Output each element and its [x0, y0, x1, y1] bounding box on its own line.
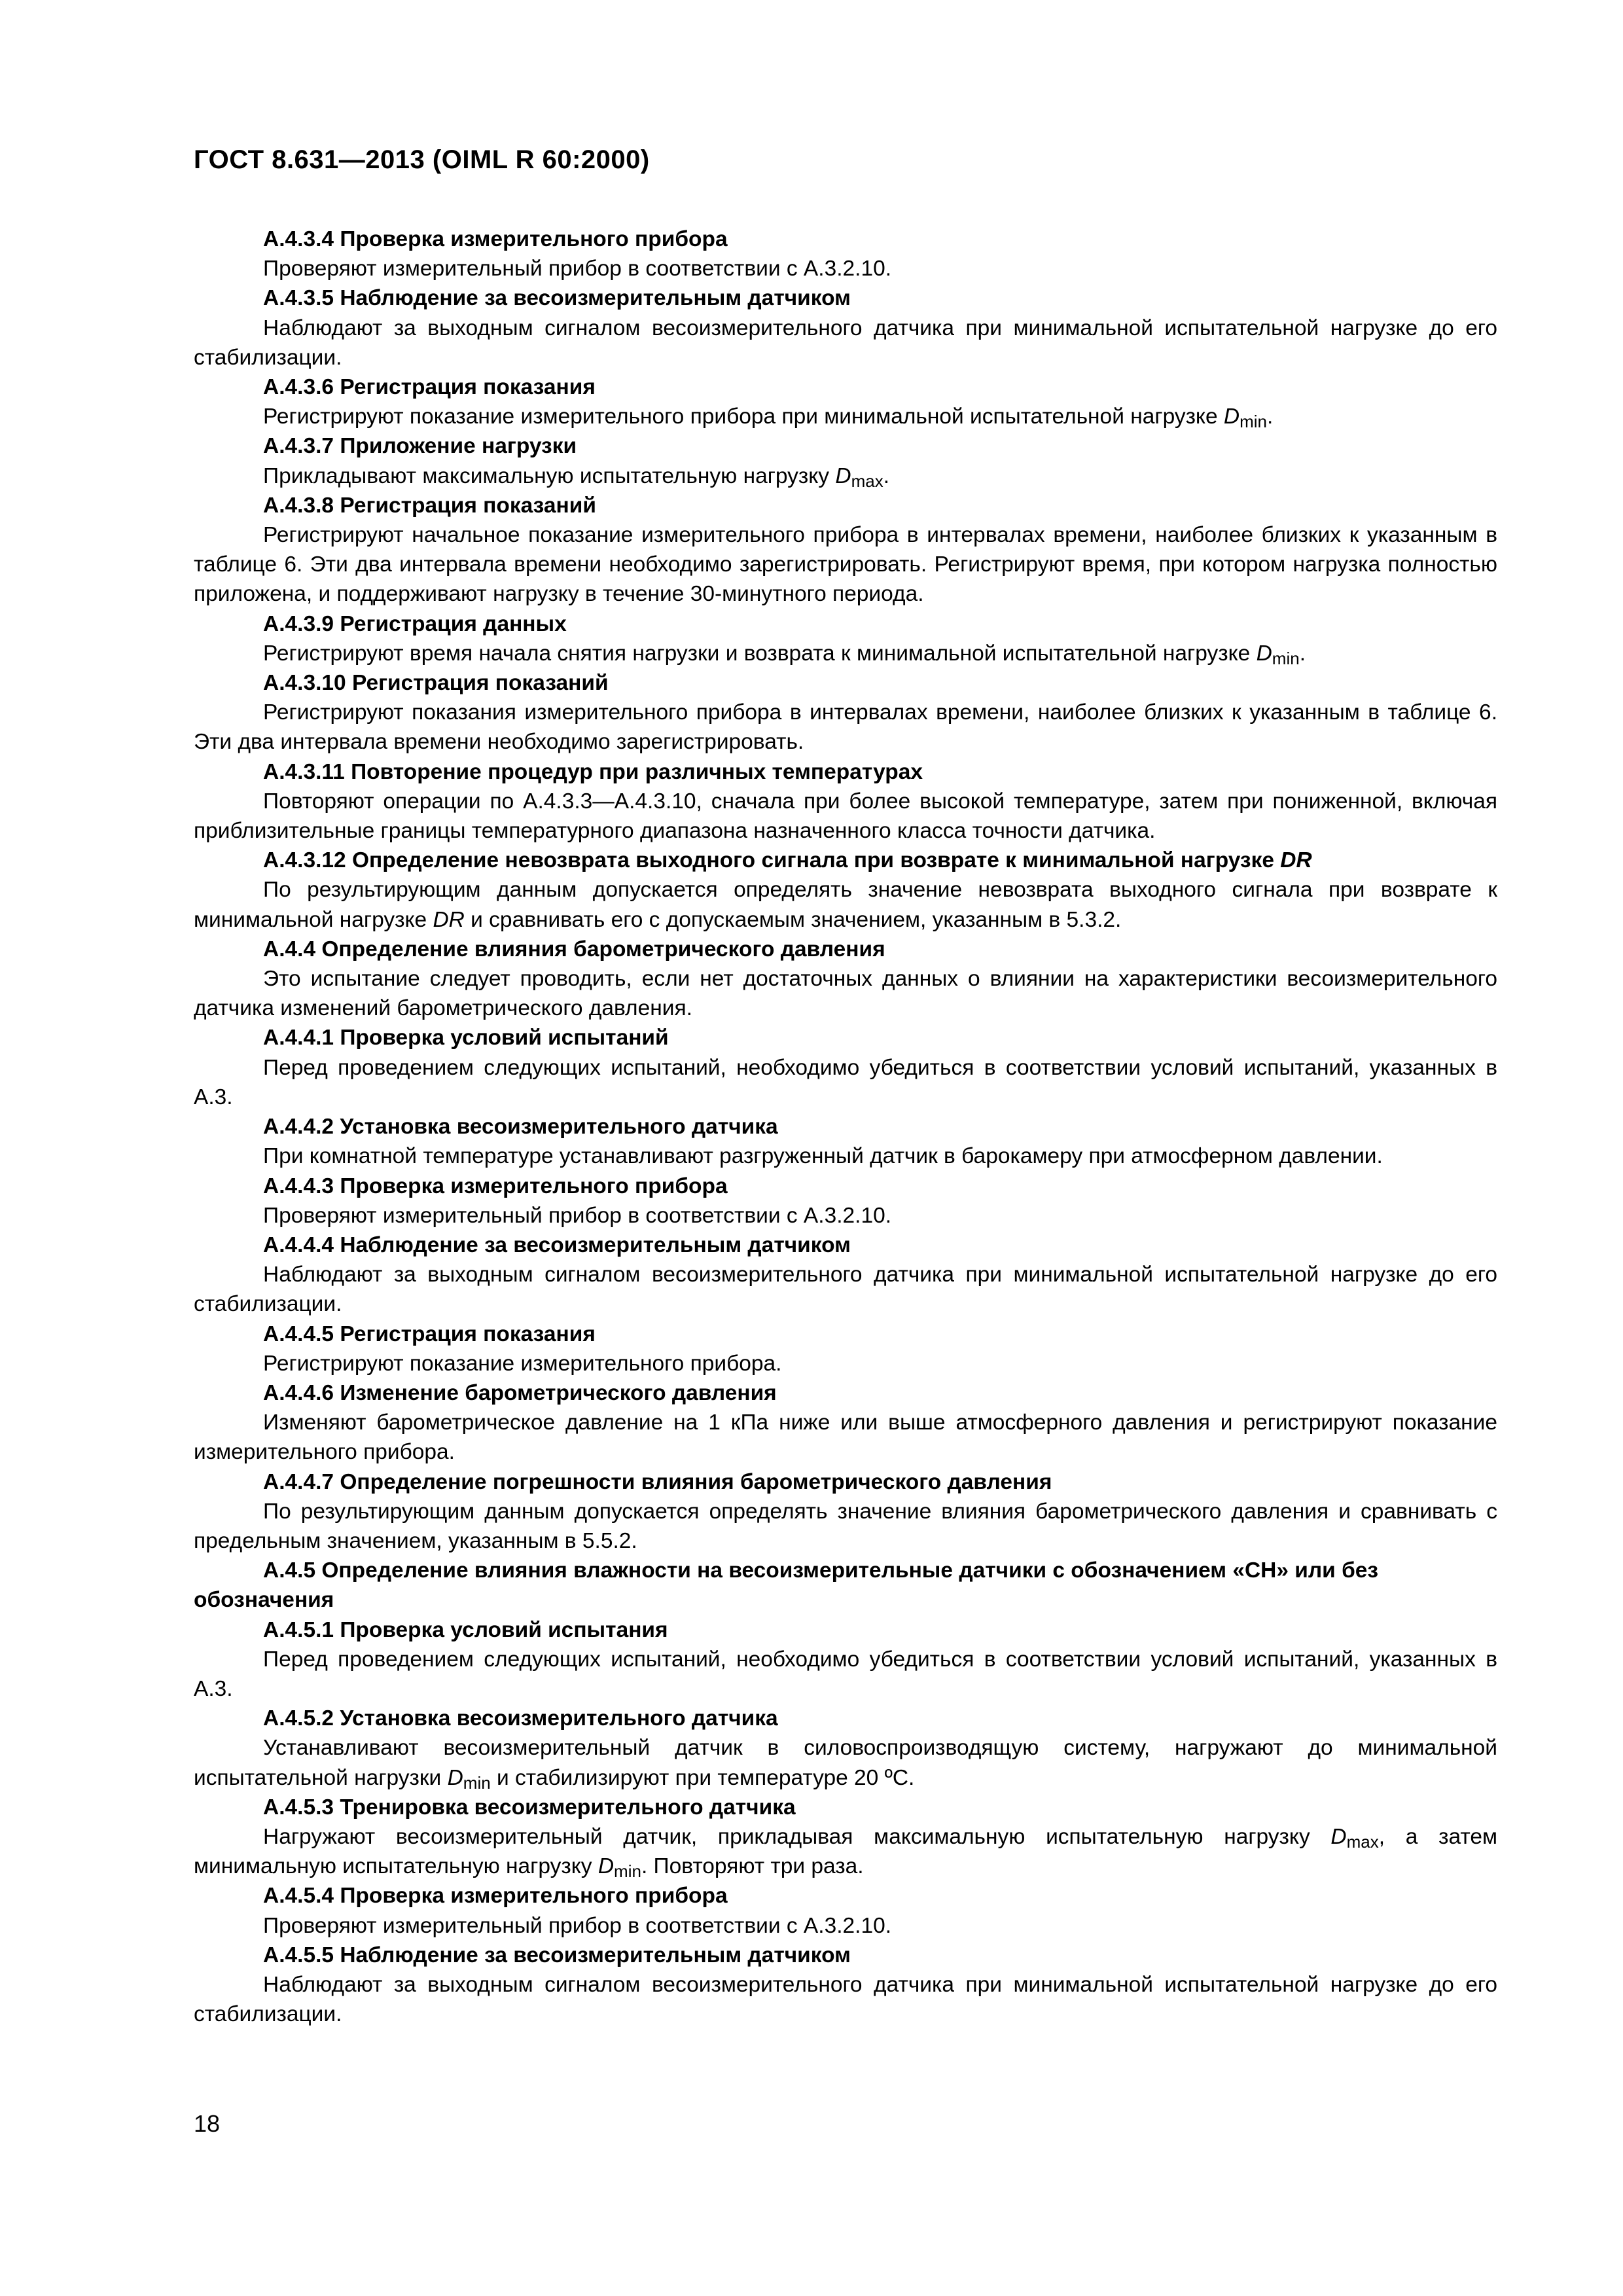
section-heading: А.4.5.4 Проверка измерительного прибора — [263, 1884, 728, 1909]
text-run: Регистрируют время начала снятия нагрузки и возврата к минимальной испытательной нагрузке — [263, 641, 1257, 666]
italic-symbol: DR — [433, 907, 465, 932]
paragraph: Повторяют операции по А.4.3.3—А.4.3.10, сначала при более высокой температуре, затем при пониженной, включая приблизительные границы температурного диапазона назначенного класса точности датчика. — [194, 789, 1497, 844]
paragraph: Это испытание следует проводить, если нет достаточных данных о влиянии на характеристики весоизмерительного датчика изменений барометрического давления. — [194, 967, 1497, 1021]
section-heading: А.4.5.2 Установка весоизмерительного датчика — [263, 1706, 778, 1731]
subscript-text: min — [463, 1772, 491, 1793]
page-number: 18 — [194, 2110, 221, 2137]
paragraph: Наблюдают за выходным сигналом весоизмерительного датчика при минимальной испытательной нагрузке до его стабилизации. — [194, 315, 1497, 370]
section-heading: А.4.3.5 Наблюдение за весоизмерительным датчиком — [263, 286, 851, 311]
text-run: Регистрируют показание измерительного прибора при минимальной испытательной нагрузке — [263, 404, 1224, 429]
document-header: ГОСТ 8.631—2013 (OIML R 60:2000) — [194, 145, 650, 174]
paragraph: Наблюдают за выходным сигналом весоизмерительного датчика при минимальной испытательной нагрузке до его стабилизации. — [194, 1263, 1497, 1317]
paragraph: Регистрируют показания измерительного прибора в интервалах времени, наиболее близких к указанным в таблице 6. Эти два интервала времени необходимо зарегистрировать. — [194, 700, 1497, 755]
text-run: . — [883, 463, 890, 488]
section-heading: А.4.3.4 Проверка измерительного прибора — [263, 227, 728, 251]
section-heading: А.4.3.7 Приложение нагрузки — [263, 434, 577, 459]
subscript-text: max — [1346, 1831, 1379, 1852]
text-run: А.4.3.12 Определение невозврата выходного сигнала при возврате к минимальной нагрузке — [263, 848, 1281, 873]
text-run: и стабилизируют при температуре 20 ºС. — [490, 1765, 915, 1790]
paragraph — [194, 639, 1497, 668]
text-run: Нагружают весоизмерительный датчик, прикладывая максимальную испытательную нагрузку — [263, 1824, 1331, 1849]
document-body — [194, 224, 1497, 2029]
subscript-text: min — [1272, 648, 1300, 668]
paragraph — [194, 1733, 1497, 1792]
section-heading: А.4.4.6 Изменение барометрического давления — [263, 1380, 777, 1405]
paragraph: Проверяют измерительный прибор в соответствии с А.3.2.10. — [263, 1913, 892, 1938]
section-heading — [194, 846, 1497, 875]
italic-symbol: D — [597, 1854, 615, 1879]
paragraph — [194, 875, 1497, 934]
section-heading: А.4.3.8 Регистрация показаний — [263, 493, 596, 518]
section-heading: А.4.4.4 Наблюдение за весоизмерительным датчиком — [263, 1232, 851, 1257]
paragraph: Перед проведением следующих испытаний, необходимо убедиться в соответствии условий испытаний, указанных в А.3. — [194, 1647, 1497, 1701]
section-heading: А.4.5.3 Тренировка весоизмерительного датчика — [263, 1795, 796, 1820]
section-heading: А.4.5.5 Наблюдение за весоизмерительным датчиком — [263, 1943, 851, 1967]
italic-symbol: D — [1330, 1824, 1347, 1849]
italic-symbol: D — [1256, 641, 1272, 666]
italic-symbol: D — [835, 463, 851, 488]
paragraph: Регистрируют показание измерительного прибора. — [263, 1351, 782, 1376]
section-heading: А.4.4 Определение влияния барометрического давления — [263, 937, 885, 961]
section-heading: А.4.5 Определение влияния влажности на весоизмерительные датчики с обозначением «СН» или без обозначения — [194, 1558, 1379, 1613]
section-heading: А.4.4.1 Проверка условий испытаний — [263, 1026, 669, 1050]
text-run: По результирующим данным допускается определять значение невозврата выходного сигнала при возврате к минимальной нагрузке — [194, 878, 1497, 932]
text-run: и сравнивать его с допускаемым значением, указанным в 5.3.2. — [464, 907, 1122, 932]
subscript-text: min — [1240, 412, 1268, 432]
paragraph: Проверяют измерительный прибор в соответствии с А.3.2.10. — [263, 257, 892, 281]
paragraph: Проверяют измерительный прибор в соответствии с А.3.2.10. — [263, 1203, 892, 1228]
paragraph: Наблюдают за выходным сигналом весоизмерительного датчика при минимальной испытательной нагрузке до его стабилизации. — [194, 1972, 1497, 2027]
paragraph — [194, 1822, 1497, 1881]
italic-symbol: D — [1223, 404, 1240, 429]
section-heading: А.4.4.2 Установка весоизмерительного датчика — [263, 1115, 778, 1139]
section-heading: А.4.4.5 Регистрация показания — [263, 1321, 596, 1346]
text-run: Прикладывают максимальную испытательную нагрузку — [263, 463, 836, 488]
italic-symbol: D — [447, 1765, 463, 1790]
paragraph — [194, 402, 1497, 431]
subscript-text: max — [851, 471, 883, 491]
section-heading: А.4.3.10 Регистрация показаний — [263, 671, 609, 696]
paragraph — [194, 461, 1497, 491]
text-run: . — [1267, 404, 1274, 429]
subscript-text: min — [614, 1861, 641, 1882]
paragraph: При комнатной температуре устанавливают разгруженный датчик в барокамеру при атмосферном давлении. — [263, 1144, 1383, 1169]
section-heading: А.4.3.6 Регистрация показания — [263, 375, 596, 400]
section-heading: А.4.5.1 Проверка условий испытания — [263, 1617, 668, 1642]
section-heading: А.4.4.7 Определение погрешности влияния барометрического давления — [263, 1469, 1052, 1494]
paragraph: Перед проведением следующих испытаний, необходимо убедиться в соответствии условий испытаний, указанных в А.3. — [194, 1055, 1497, 1109]
italic-symbol: DR — [1280, 848, 1312, 873]
text-run: , а затем минимальную испытательную нагрузку — [194, 1824, 1498, 1879]
section-heading: А.4.3.11 Повторение процедур при различных температурах — [263, 759, 923, 784]
section-heading: А.4.3.9 Регистрация данных — [263, 611, 567, 636]
text-run: . Повторяют три раза. — [641, 1854, 864, 1879]
paragraph: По результирующим данным допускается определять значение влияния барометрического давления и сравнивать с предельным значением, указанным в 5.5.2. — [194, 1499, 1497, 1553]
paragraph: Регистрируют начальное показание измерительного прибора в интервалах времени, наиболее близких к указанным в таблице 6. Эти два интервала времени необходимо зарегистрировать. Регистрируют время, при котором нагрузка полностью приложена, и поддерживают нагрузку в течение 30-минутного периода. — [194, 523, 1497, 607]
text-run: . — [1299, 641, 1306, 666]
text-run: Устанавливают весоизмерительный датчик в силовоспроизводящую систему, нагружают до минимальной испытательной нагрузки — [194, 1736, 1497, 1790]
paragraph: Изменяют барометрическое давление на 1 кПа ниже или выше атмосферного давления и регистрируют показание измерительного прибора. — [194, 1410, 1497, 1465]
section-heading: А.4.4.3 Проверка измерительного прибора — [263, 1174, 728, 1198]
